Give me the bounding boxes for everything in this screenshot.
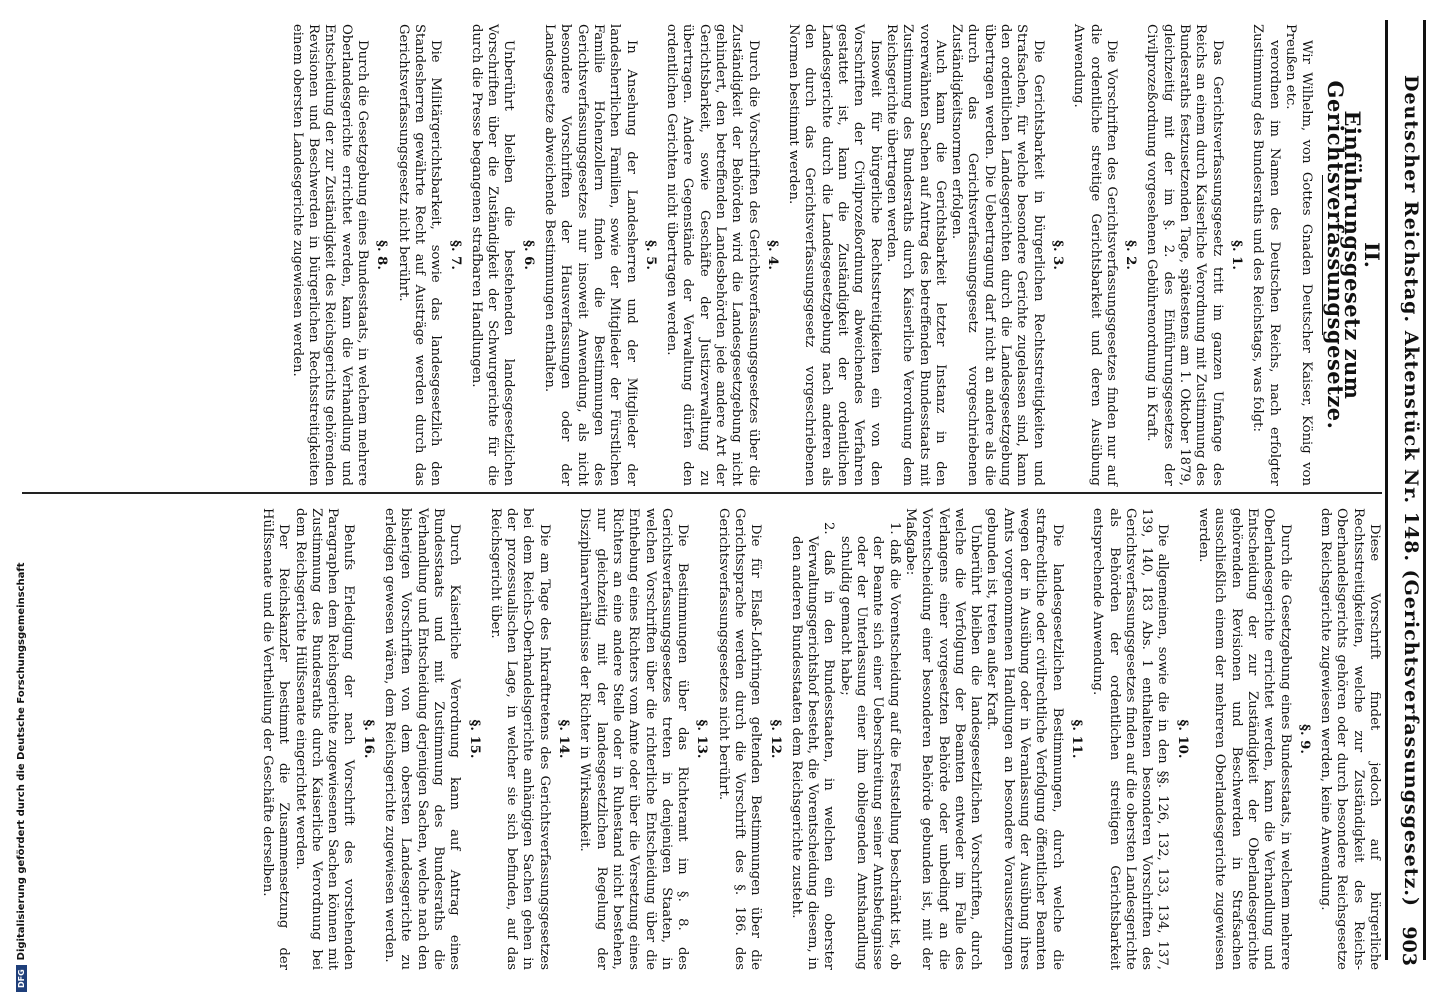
section-text: Die Gerichtsbarkeit in bürgerlichen Rechtsstreitigkeiten und Strafsachen, für welche besondere Gerichte zugelassen sind, kann den ordentlichen Landesgerichten durch die Landesgesetzgebung übertragen werden. Die Uebertragung darf nicht an andere als die durch das Gerichtsverfassungsgesetz vorgeschriebenen Zuständigkeitsnormen erfolgen. <box>949 24 1046 486</box>
section-text: Durch die Vorschriften des Gerichtsverfassungsgesetzes über die Zuständigkeit der Behörden wird die Landesgesetzgebung nicht gehindert, den betreffenden Landesbehörden jede andere Art der Gerichtsbarkeit, sowie Geschäfte der Justizverwaltung zu übertragen. Andere Gegenstände der Verwaltung dürfen den ordentlichen Gerichten nicht übertragen werden. <box>664 24 761 486</box>
section-text: Das Gerichtsverfassungsgesetz tritt im ganzen Umfange des Reichs an einem durch Kaiserliche Verordnung mit Zustimmung des Bundesraths festzusetzenden Tage, spätestens am 1. Oktober 1879, gleichzeitig mit der im §. 2. des Einführungsgesetzes der Civilprozeßordnung vorgesehenen Gebührenordnung in Kraft. <box>1144 24 1225 486</box>
section-text: Behufs Erledigung der nach Vorschrift des vorstehenden Paragraphen dem Reichsgerichte zugewiesenen Sachen können mit Zustimmung des Bundesraths durch Kaiserliche Verordnung bei dem Reichsgerichte Hülfssenate eingerichtet werden. <box>292 508 357 970</box>
section-text: Unberührt bleiben die landesgesetzlichen Vorschriften, durch welche die Verfolgung der Beamten entweder im Falle des Verlangens einer vorgesetzten Behörde oder unbedingt an die Vorentscheidung einer besonderen Behörde gebunden ist, mit der Maßgabe: <box>902 508 984 970</box>
section-number: §. 14. <box>556 719 572 759</box>
section-number: §. 12. <box>767 719 783 759</box>
section-number: §. 6. <box>520 240 536 270</box>
running-head-title: Deutscher Reichstag. Aktenstück Nr. 148. (Gerichtsverfassungsgesetz.) <box>1400 74 1422 908</box>
section-number: §. 16. <box>360 719 376 759</box>
section-number: §. 3. <box>1049 240 1065 270</box>
section-number: §. 1. <box>1228 240 1244 270</box>
section-text: Diese Vorschrift findet jedoch auf bürgerliche Rechtsstreitigkeiten, welche zur Zuständigkeit des Reichs-Oberhandelsgerichts gehören oder durch besondere Reichsgesetze dem Reichsgerichte zugewiesen werden, keine Anwendung. <box>1318 508 1382 970</box>
section-text: Durch die Gesetzgebung eines Bundesstaats, in welchem mehrere Oberlandesgerichte errichtet werden, kann die Verhandlung und Entscheidung der zur Zuständigkeit der Oberlandesgerichte gehörenden Revisionen und Beschwerden in Strafsachen ausschließlich einem der mehreren Oberlandesgerichte zugewiesen werden. <box>1196 508 1293 970</box>
section-number: §. 7. <box>447 240 463 270</box>
intro-line: Wir Wilhelm, von Gottes Gnaden Deutscher Kaiser, König von Preußen etc. <box>1282 24 1315 486</box>
section-text: Die allgemeinen, sowie die in den §§. 126, 132, 133, 134, 137, 139, 140, 183 Abs. 1 enthaltenen besonderen Vorschriften des Gerichtsverfassungsgesetzes finden auf die obersten Landesgerichte als Behörden der ordentlichen streitigen Gerichtsbarkeit entsprechende Anwendung. <box>1090 508 1171 970</box>
column-divider <box>22 492 1382 494</box>
section-number: §. 2. <box>1123 240 1139 270</box>
section-text: Durch die Gesetzgebung eines Bundesstaats, in welchem mehrere Oberlandesgerichte errichtet werden, kann die Verhandlung und Entscheidung der zur Zuständigkeit des Reichsgerichts gehörenden Revisionen und Beschwerden in bürgerlichen Rechtsstreitigkeiten einem obersten Landesgerichte zugewiesen werden. <box>289 24 371 486</box>
section-text: Die am Tage des Inkrafttretens des Gerichtsverfassungsgesetzes bei dem Reichs-Oberhandelsgerichte anhängigen Sachen gehen in der prozessualischen Lage, in welcher sie sich befinden, auf das Reichsgericht über. <box>487 508 552 970</box>
list-item: 1. daß die Vorentscheidung auf die Feststellung beschränkt ist, ob der Beamte sich einer Ueberschreitung seiner Amtsbefugnisse oder der Unterlassung einer ihm obliegenden Amtshandlung schuldig gemacht habe; <box>837 522 902 970</box>
section-roman: II. <box>1360 242 1384 268</box>
running-head <box>1388 16 1422 966</box>
section-text: In Ansehung der Landesherren und der Mitglieder der landesherrlichen Familien, sowie der Mitglieder der Fürstlichen Familie Hohenzollern finden die Bestimmungen des Gerichtsverfassungsgesetzes nur insoweit Anwendung, als nicht besondere Vorschriften der Hausverfassungen oder der Landesgesetze abweichende Bestimmungen enthalten. <box>542 24 639 486</box>
section-number: §. 11. <box>1068 719 1084 759</box>
dfg-logo-text: DFG <box>17 969 26 988</box>
section-text: Die Bestimmungen über das Richteramt im §. 8. des Gerichtsverfassungsgesetzes treten in denjenigen Staaten, in welchen Vorschriften über die richterliche Entscheidung über die Enthebung eines Richters vom Amte oder über die Versetzung eines Richters an eine andere Stelle oder in Ruhestand nicht bestehen, nur gleichzeitig mit der landesgesetzlichen Regelung der Disziplinarverhältnisse der Richter in Wirksamkeit. <box>577 508 691 970</box>
column-left <box>289 24 1382 486</box>
heading-rule <box>1385 20 1388 960</box>
column-right <box>259 508 1382 970</box>
list-item: 2. daß in den Bundesstaaten, in welchen ein oberster Verwaltungsgerichtshof besteht, die Vorentscheidung diesem, in den anderen Bundesstaaten dem Reichsgerichte zusteht. <box>788 522 837 970</box>
section-text: Unberührt bleiben die bestehenden landesgesetzlichen Vorschriften über die Zuständigkeit der Schwurgerichte für die durch die Presse begangenen strafbaren Handlungen. <box>468 24 517 486</box>
section-text: Die Militärgerichtsbarkeit, sowie das landesgesetzlich den Standesherren gewährte Recht auf Austräge werden durch das Gerichtsverfassungsgesetz nicht berührt. <box>395 24 444 486</box>
dfg-logo <box>16 965 27 992</box>
section-text: Durch Kaiserliche Verordnung kann auf Antrag eines Bundesstaats und mit Zustimmung des Bundesraths die Verhandlung und Entscheidung derjenigen Sachen, welche nach den bisherigen Vorschriften von dem obersten Landesgerichte zu erledigen gewesen wären, dem Reichsgerichte zugewiesen werden. <box>382 508 463 970</box>
section-number: §. 4. <box>764 240 780 270</box>
section-number: §. 9. <box>1296 724 1312 754</box>
top-rule <box>1423 20 1426 960</box>
intro-text: verordnen im Namen des Deutschen Reichs, nach erfolgter Zustimmung des Bundesraths und des Reichstags, was folgt: <box>1250 24 1282 486</box>
digitization-credit <box>16 562 27 992</box>
section-text: Die landesgesetzlichen Bestimmungen, durch welche die strafrechtliche oder civilrechtliche Verfolgung öffentlicher Beamten wegen der in Ausübung oder in Veranlassung der Ausübung ihres Amts vorgenommenen Handlungen an besondere Voraussetzungen gebunden ist, treten außer Kraft. <box>984 508 1065 970</box>
document-title: Einführungsgesetz zum Gerichtsverfassungsgesetze. <box>1323 80 1365 430</box>
section-number: §. 5. <box>642 240 658 270</box>
page-number: 903 <box>1398 926 1420 966</box>
section-text: Insoweit für bürgerliche Rechtsstreitigkeiten ein von den Vorschriften der Civilprozeßordnung abweichendes Verfahren gestattet ist, kann die Zuständigkeit der ordentlichen Landesgerichte durch die Landesgesetzgebung nach anderen als den durch das Gerichtsverfassungsgesetz vorgeschriebenen Normen bestimmt werden. <box>786 24 883 486</box>
section-number: §. 15. <box>466 719 482 759</box>
section-number: §. 13. <box>694 719 710 759</box>
section-text: Auch kann die Gerichtsbarkeit letzter Instanz in den vorerwähnten Sachen auf Antrag des betreffenden Bundesstaats mit Zustimmung des Bundesraths durch Kaiserliche Verordnung dem Reichsgerichte übertragen werden. <box>883 24 948 486</box>
section-text: Der Reichskanzler bestimmt die Zusammensetzung der Hülfssenate und die Vertheilung der Geschäfte derselben. <box>260 508 292 970</box>
section-text: Die für Elsaß-Lothringen geltenden Bestimmungen über die Gerichtssprache werden durch die Vorschrift des §. 186. des Gerichtsverfassungsgesetzes nicht berührt. <box>715 508 764 970</box>
credit-text: Digitalisierung gefördert durch die Deutsche Forschungsgemeinschaft <box>16 562 27 961</box>
section-text: Die Vorschriften des Gerichtsverfassungsgesetzes finden nur auf die ordentliche streitige Gerichtsbarkeit und deren Ausübung Anwendung. <box>1071 24 1119 486</box>
section-number: §. 10. <box>1174 719 1190 759</box>
section-number: §. 8. <box>374 240 390 270</box>
